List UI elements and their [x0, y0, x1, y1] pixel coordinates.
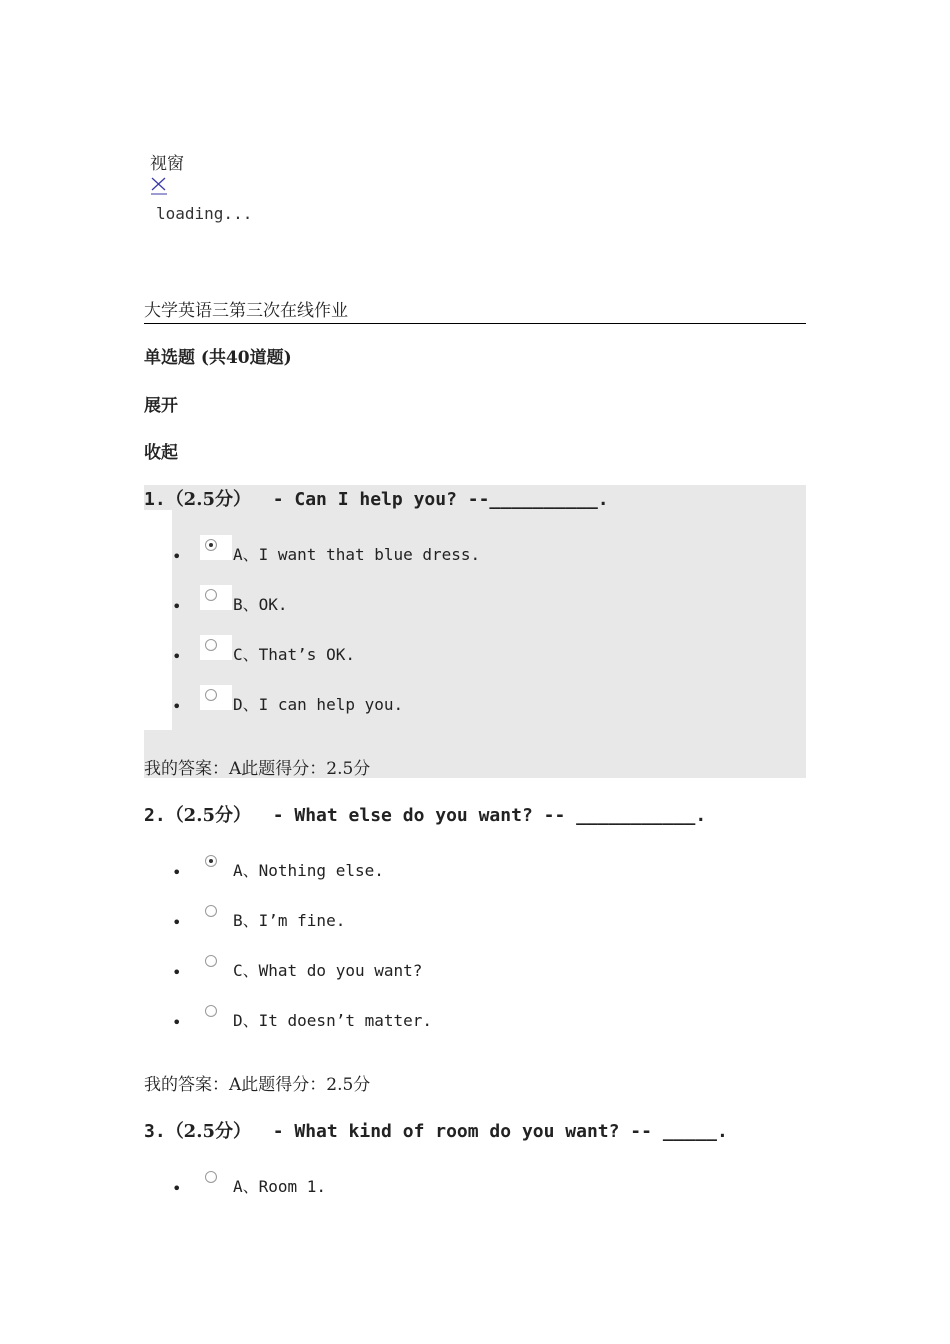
radio-checked-icon[interactable] [205, 855, 217, 867]
bullet-icon: • [172, 963, 182, 982]
option-label: D、I can help you. [233, 695, 404, 714]
question-1-points: （2.5分） [165, 489, 252, 510]
section-title: 单选题 (共40道题) [144, 348, 292, 368]
viewer-title: 视窗 [150, 154, 184, 174]
radio-icon[interactable] [205, 639, 217, 651]
question-1-answer: 我的答案：A此题得分：2.5分 [144, 759, 371, 779]
question-1-number: 1. [144, 489, 166, 510]
bullet-icon: • [172, 597, 182, 616]
question-3-prompt: - What kind of room do you want? -- _____. [251, 1121, 728, 1142]
bullet-icon: • [172, 863, 182, 882]
homework-title: 大学英语三第三次在线作业 [144, 296, 806, 324]
option-label: A、I want that blue dress. [233, 545, 481, 564]
option-label: A、Room 1. [233, 1177, 327, 1196]
option-label: C、That’s OK. [233, 645, 355, 664]
option-label: D、It doesn’t matter. [233, 1011, 433, 1030]
question-2-header [144, 801, 706, 827]
question-2-points: （2.5分） [165, 805, 252, 826]
radio-icon[interactable] [205, 589, 217, 601]
option-label: B、OK. [233, 595, 288, 614]
radio-icon[interactable] [205, 1005, 217, 1017]
question-2-number: 2. [144, 805, 166, 826]
question-3-points: （2.5分） [165, 1121, 252, 1142]
close-icon-glyph [150, 175, 168, 195]
radio-icon[interactable] [205, 689, 217, 701]
bullet-icon: • [172, 697, 182, 716]
question-1-prompt: - Can I help you? --__________. [251, 489, 609, 510]
question-3-number: 3. [144, 1121, 166, 1142]
expand-link[interactable]: 展开 [144, 396, 178, 416]
radio-icon[interactable] [205, 1171, 217, 1183]
question-3-header [144, 1117, 728, 1143]
loading-text: loading... [156, 204, 253, 223]
radio-checked-icon[interactable] [205, 539, 217, 551]
option-label: A、Nothing else. [233, 861, 384, 880]
question-1-header [144, 485, 609, 511]
radio-icon[interactable] [205, 905, 217, 917]
bullet-icon: • [172, 1179, 182, 1198]
option-label: C、What do you want? [233, 961, 423, 980]
radio-icon[interactable] [205, 955, 217, 967]
collapse-link[interactable]: 收起 [144, 443, 178, 463]
bullet-icon: • [172, 1013, 182, 1032]
option-label: B、I’m fine. [233, 911, 346, 930]
close-icon[interactable] [150, 175, 168, 195]
question-2-answer: 我的答案：A此题得分：2.5分 [144, 1075, 371, 1095]
bullet-icon: • [172, 913, 182, 932]
bullet-icon: • [172, 647, 182, 666]
question-2-prompt: - What else do you want? -- ___________. [251, 805, 707, 826]
bullet-icon: • [172, 547, 182, 566]
